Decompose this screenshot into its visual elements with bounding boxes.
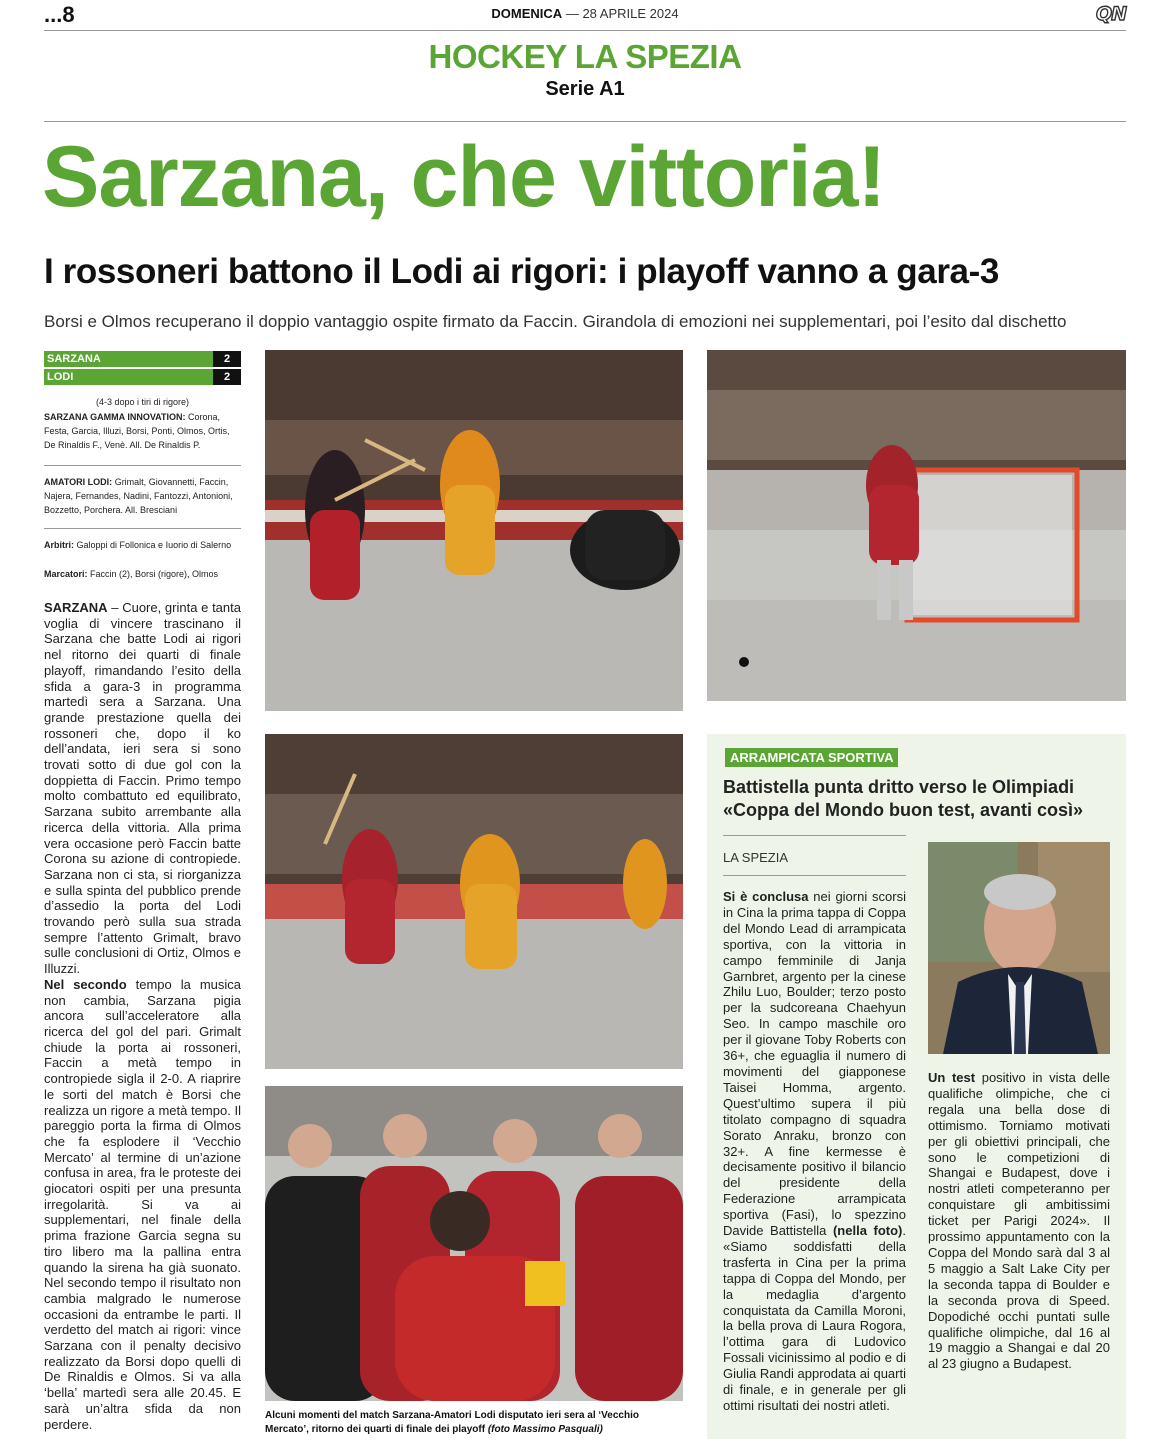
lineup-away-players: Grimalt, Giovannetti, Faccin, Najera, Fernandes, Nadini, Fantozzi, Antonioni, Bozzetto, Porchera. All. Bresciani (44, 477, 233, 515)
issue-day: DOMENICA (491, 6, 563, 21)
score-away-team: LODI (47, 371, 74, 383)
scorers (44, 567, 241, 581)
qn-logo: QN (1095, 3, 1126, 25)
sidebar-text-2: positivo in vista delle qualifiche olimpiche, che ci regala una bella dose di ottimismo. Torniamo motivati per gli obiettivi principali, che sono le competizioni di Shangai e Budapest, dove i nostri atleti competeranno per conquistare gli ambitissimi ticket per Parigi 2024». Il prossimo appuntamento con la Coppa del Mondo sarà dal 3 al 5 maggio a Salt Lake City per la seconda tappa di Boulder e la seconda prova di Speed. Dopodiché occhi puntati sulle qualifiche olimpiche, dal 16 al 19 maggio a Shangai e dal 20 al 23 giugno a Budapest. (928, 1070, 1110, 1372)
sidebar-dateline: LA SPEZIA (723, 850, 789, 865)
lineup-away (44, 475, 241, 517)
score-away (44, 369, 241, 385)
photo-portrait-battistella (928, 842, 1110, 1054)
sidebar-rule (723, 835, 906, 836)
section-rule (44, 121, 1126, 122)
caption-credit: (foto Massimo Pasquali) (487, 1424, 603, 1435)
photo-team-huddle (265, 1086, 683, 1401)
headline: Sarzana, che vittoria! (42, 129, 886, 225)
lineup-divider (44, 465, 241, 466)
article-lead-2: Nel secondo (44, 976, 127, 992)
score-home-team: SARZANA (47, 353, 101, 365)
officials-divider (44, 528, 241, 529)
dateline-separator: — (565, 6, 583, 21)
scorers-label: Marcatori: (44, 569, 88, 579)
lineup-away-label: AMATORI LODI: (44, 477, 113, 487)
article-text-2: tempo la musica non cambia, Sarzana pigia ancora sull’acceleratore alla ricerca del gol del pari. Grimalt chiude la porta ai rossoneri, Faccin a metà tempo in contropiede sigla il 2-0. A riaprire le sorti del match è Borsi che realizza un rigore a metà tempo. Il pareggio porta la firma di Olmos che fa esplodere il ‘Vecchio Mercato’ al termine di un’azione confusa in area, fra le proteste dei giocatori ospiti per una presunta irregolarità. Si va ai supplementari, nel finale della prima frazione Garcia segna su tiro libero ma la pallina entra quando la sirena ha già suonato. Nel secondo tempo il risultato non cambia malgrado le numerose occasioni da entrambe le parti. Il verdetto del match ai rigori: vince Sarzana con il penalty decisivo realizzato da Borsi dopo quelli di De Rinaldis e Olmos. Si va alla ‘bella’ martedì sera alle 20.45. E sarà un’altra sfida da non perdere. (44, 976, 241, 1432)
article-paragraph-1 (44, 600, 241, 977)
sidebar-body-col1 (723, 889, 906, 1414)
sidebar-body-col2 (928, 1070, 1110, 1372)
kicker: I rossoneri battono il Lodi ai rigori: i playoff vanno a gara-3 (44, 252, 999, 291)
lineup-home-players: Corona, Festa, Garcia, Illuzi, Borsi, Ponti, Olmos, Ortis, De Rinaldis F., Venè. All. De Rinaldis P. (44, 412, 230, 450)
article-text-1: – Cuore, grinta e tanta voglia di vincere trascinano il Sarzana che batte Lodi ai rigori nel ritorno dei quarti di finale playoff, rimandando l’esito della sfida a gara-3 in programma martedì sera a Sarzana. Una grande prestazione quella dei rossoneri che, dopo il ko dell’andata, ieri sera si sono trovati sotto di due gol con la doppietta di Faccin. Primo tempo molto combattuto ed equilibrato, Sarzana subito arrembante alla ricerca della vittoria. Alla prima vera occasione però Faccin batte Corona su azione di contropiede. Sarzana non ci sta, si riorganizza e sulla spinta del pubblico prende d’assedio la porta del Lodi trovando però sulla sua strada sempre l’attento Grimalt, bravo sulle conclusioni di Ortiz, Olmos e Illuzzi. (44, 600, 241, 977)
photo-match-action-1 (265, 350, 683, 711)
issue-dateline (44, 6, 1126, 21)
score-home (44, 351, 241, 367)
sidebar-title: Battistella punta dritto verso le Olimpiadi «Coppa del Mondo buon test, avanti così» (723, 777, 1084, 820)
sidebar-tag: ARRAMPICATA SPORTIVA (725, 748, 898, 767)
article-body (44, 600, 241, 1432)
sidebar-rule-2 (723, 875, 906, 876)
lineup-home-label: SARZANA GAMMA INNOVATION: (44, 412, 186, 422)
section-subtitle: Serie A1 (545, 78, 625, 100)
issue-date: 28 APRILE 2024 (582, 6, 679, 21)
photo-match-action-3 (265, 734, 683, 1069)
lineup-home (44, 410, 241, 452)
article-paragraph-2 (44, 977, 241, 1432)
referees-label: Arbitri: (44, 540, 74, 550)
summary: Borsi e Olmos recuperano il doppio vantaggio ospite firmato da Faccin. Girandola di emozioni nei supplementari, poi l’esito dal dischetto (44, 312, 1067, 331)
photo-match-action-2 (707, 350, 1126, 701)
section-title: HOCKEY LA SPEZIA (428, 38, 742, 75)
photo-caption (265, 1409, 685, 1437)
header-rule (44, 30, 1126, 31)
article-lead: SARZANA (44, 600, 108, 615)
sidebar-lead: Si è conclusa (723, 889, 809, 904)
referees-names: Galoppi di Follonica e Iuorio di Salerno (76, 540, 232, 550)
scorers-names: Faccin (2), Borsi (rigore), Olmos (90, 569, 219, 579)
score-away-points: 2 (213, 369, 241, 385)
sidebar-text-1-end: . «Siamo soddisfatti della trasferta in Cina per la prima tappa di Coppa del Mondo, per la medaglia d’argento conquistata da Camilla Moroni, la bella prova di Laura Rogora, l’ottima gara di Ludovico Fossali vicinissimo al podio e di Giulia Randi approdata ai quarti di finale, e in generale per gli ottimi risultati dei nostri atleti. (723, 1223, 906, 1413)
caption-text: Alcuni momenti del match Sarzana-Amatori Lodi disputato ieri sera al ‘Vecchio Mercato’, ritorno dei quarti di finale dei playoff (265, 1410, 639, 1435)
sidebar-lead-2: Un test (928, 1070, 976, 1085)
referees (44, 538, 241, 552)
page-number: ...8 (44, 2, 75, 27)
score-note: (4-3 dopo i tiri di rigore) (95, 397, 190, 407)
page-header (44, 0, 1126, 28)
sidebar-photo-ref: (nella foto) (832, 1223, 903, 1239)
sidebar-text-1: nei giorni scorsi in Cina la prima tappa di Coppa del Mondo Lead di arrampicata sportiva, con la vittoria in campo femminile di Janja Garnbret, argento per la cinese Zhilu Luo, Boulder; terzo posto per la sudcoreana Chaehyun Seo. In campo maschile oro per il giovane Toby Roberts con 36+, che eguaglia il numero di movimenti del giapponese Taisei Homma, argento. Quest’ultimo supera il più titolato compagno di squadra Sorato Anraku, bronzo con 32+. A fine kermesse è decisamente positivo il bilancio del presidente della Federazione arrampicata sportiva (Fasi), lo spezzino Davide Battistella (723, 889, 906, 1239)
score-home-points: 2 (213, 351, 241, 367)
